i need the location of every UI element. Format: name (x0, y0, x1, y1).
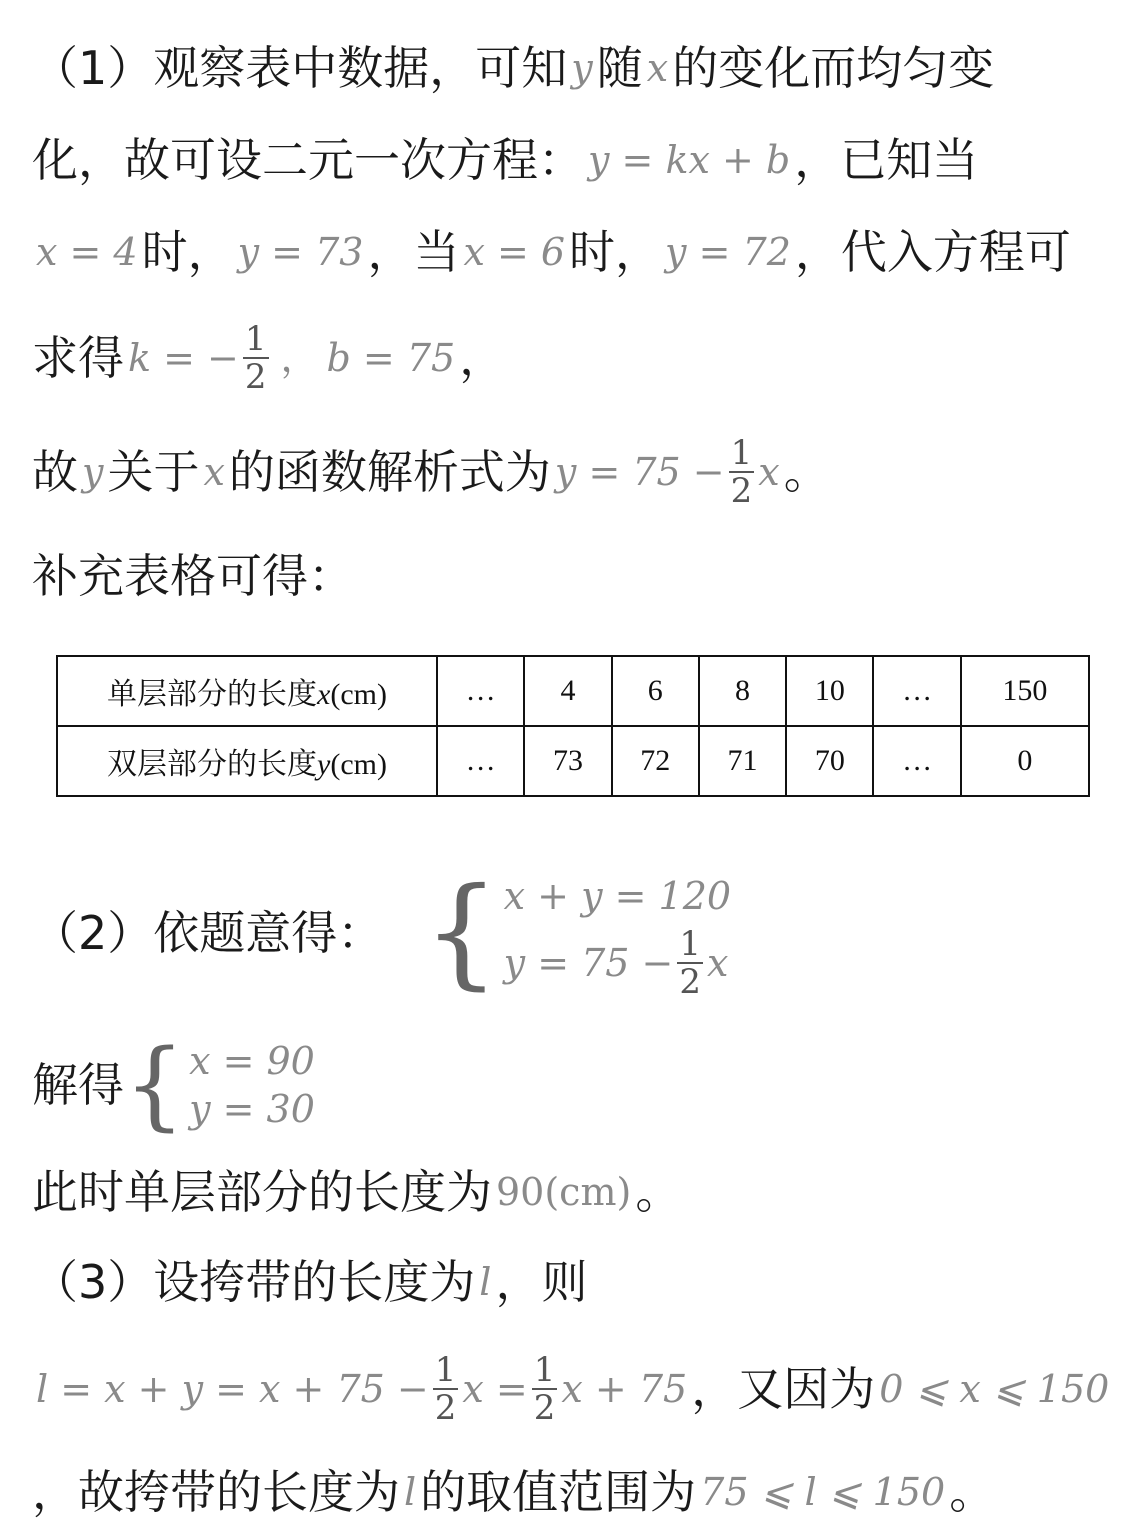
math-text: x (707, 941, 729, 985)
math-equation: x = 6 (463, 230, 566, 274)
p1-line-3 (32, 222, 1105, 282)
math-text: l = x + y = x + 75 − (36, 1367, 429, 1411)
table-cell: 73 (524, 726, 611, 796)
text: 故 (32, 445, 78, 499)
math-value: 90(cm) (496, 1170, 632, 1214)
p1-line-1 (32, 38, 1105, 98)
table-row (57, 726, 1089, 796)
table-cell: … (437, 656, 524, 726)
table-cell: 71 (699, 726, 786, 796)
numerator: 1 (679, 924, 702, 964)
text: 化，故可设二元一次方程： (32, 133, 584, 187)
text: 关于 (107, 445, 200, 499)
denominator: 2 (679, 962, 702, 1002)
row-var: x (317, 678, 331, 711)
denominator: 2 (533, 1388, 556, 1428)
text: 的函数解析式为 (228, 445, 551, 499)
data-table (56, 655, 1090, 797)
math-b: b = 75 (326, 336, 456, 380)
text: ，已知当 (794, 133, 979, 187)
math-text: x (758, 450, 780, 494)
fraction (433, 1352, 459, 1426)
row-unit: (cm) (330, 678, 387, 711)
math-function (551, 435, 784, 509)
p2-line-3 (32, 1162, 1105, 1222)
text: 时， (569, 225, 662, 279)
numerator: 1 (533, 1350, 556, 1390)
table-cell: 70 (786, 726, 873, 796)
text: ，代入方程可 (794, 225, 1071, 279)
math-equation: x = 4 (36, 230, 138, 274)
fraction (532, 1352, 558, 1426)
math-equation: y = 72 (665, 230, 791, 274)
text: 的变化而均匀变 (672, 41, 995, 95)
math-text: x = (462, 1367, 528, 1411)
system-rows (185, 1037, 319, 1133)
math-k (124, 321, 277, 395)
table-cell: 4 (524, 656, 611, 726)
text: ，当 (367, 225, 460, 279)
text: 此时单层部分的长度为 (32, 1165, 492, 1219)
table-cell: … (437, 726, 524, 796)
math-l: l (479, 1260, 492, 1304)
math-y: y (82, 450, 104, 494)
row-label: 双层部分的长度 (107, 748, 318, 781)
p3-line-2 (32, 1346, 1110, 1432)
table-cell: 6 (612, 656, 699, 726)
text: 。 (635, 1165, 682, 1219)
table-cell: 10 (786, 656, 873, 726)
text: 。 (783, 445, 830, 499)
system-rows (500, 866, 735, 1000)
table-cell: 150 (961, 656, 1089, 726)
text: 随 (596, 41, 643, 95)
row-unit: (cm) (330, 748, 387, 781)
math-text: k = − (128, 336, 239, 380)
math-l: l (404, 1470, 417, 1514)
math-text: y = 75 − (554, 450, 725, 494)
equation-system (423, 863, 735, 1002)
text: ，故挎带的长度为 (32, 1465, 400, 1519)
p1-line-6 (32, 546, 1105, 606)
denominator: 2 (244, 357, 267, 397)
text: 时， (141, 225, 234, 279)
math-equation: y = kx + b (588, 138, 791, 182)
text: 。 (949, 1465, 996, 1519)
math-x: x (203, 450, 225, 494)
math-expression (32, 1352, 691, 1426)
table-row (57, 656, 1089, 726)
table-cell: 0 (961, 726, 1089, 796)
math-equation: y = 73 (237, 230, 364, 274)
fraction (729, 435, 755, 509)
numerator: 1 (434, 1350, 457, 1390)
system-row: y = 30 (189, 1087, 315, 1131)
math-text: y = 75 − (503, 941, 674, 985)
p2-line-2 (32, 1030, 1105, 1140)
math-range: 75 ⩽ l ⩽ 150 (700, 1470, 946, 1514)
row-header (57, 656, 437, 726)
p1-line-5 (32, 432, 1105, 512)
table-cell: … (873, 726, 960, 796)
system-row: x + y = 120 (503, 874, 732, 918)
text: ，又因为 (691, 1362, 876, 1416)
text: 补充表格可得： (32, 549, 354, 603)
math-sep: ， (280, 336, 319, 380)
row-label: 单层部分的长度 (107, 678, 318, 711)
denominator: 2 (434, 1388, 457, 1428)
text: ，则 (495, 1255, 588, 1309)
p1-line-2 (32, 130, 1105, 190)
table-cell: … (873, 656, 960, 726)
system-row (500, 926, 735, 1000)
math-range: 0 ⩽ x ⩽ 150 (879, 1367, 1110, 1411)
text: （1）观察表中数据，可知 (32, 41, 568, 95)
text: （2）依题意得： (32, 906, 384, 960)
p2-line-1 (32, 863, 1105, 1002)
row-var: y (317, 748, 331, 781)
text: 解得 (32, 1058, 124, 1112)
system-row: x = 90 (189, 1039, 315, 1083)
text: 求得 (32, 331, 124, 385)
text: 的取值范围为 (420, 1465, 697, 1519)
row-header (57, 726, 437, 796)
math-text: x + 75 (561, 1367, 688, 1411)
denominator: 2 (730, 471, 753, 511)
fraction (243, 321, 269, 395)
p3-line-1 (32, 1252, 1105, 1312)
solution-system (124, 1029, 319, 1141)
text: （3）设挎带的长度为 (32, 1255, 476, 1309)
text: ， (459, 331, 506, 385)
numerator: 1 (730, 433, 753, 473)
left-brace: { (124, 1029, 186, 1141)
p3-line-3 (32, 1462, 1105, 1522)
math-x: x (646, 46, 669, 90)
left-brace: { (423, 863, 500, 1002)
p1-line-4 (32, 318, 1105, 398)
numerator: 1 (244, 319, 267, 359)
fraction (677, 926, 703, 1000)
table-cell: 72 (612, 726, 699, 796)
math-y: y (571, 46, 593, 90)
table-cell: 8 (699, 656, 786, 726)
